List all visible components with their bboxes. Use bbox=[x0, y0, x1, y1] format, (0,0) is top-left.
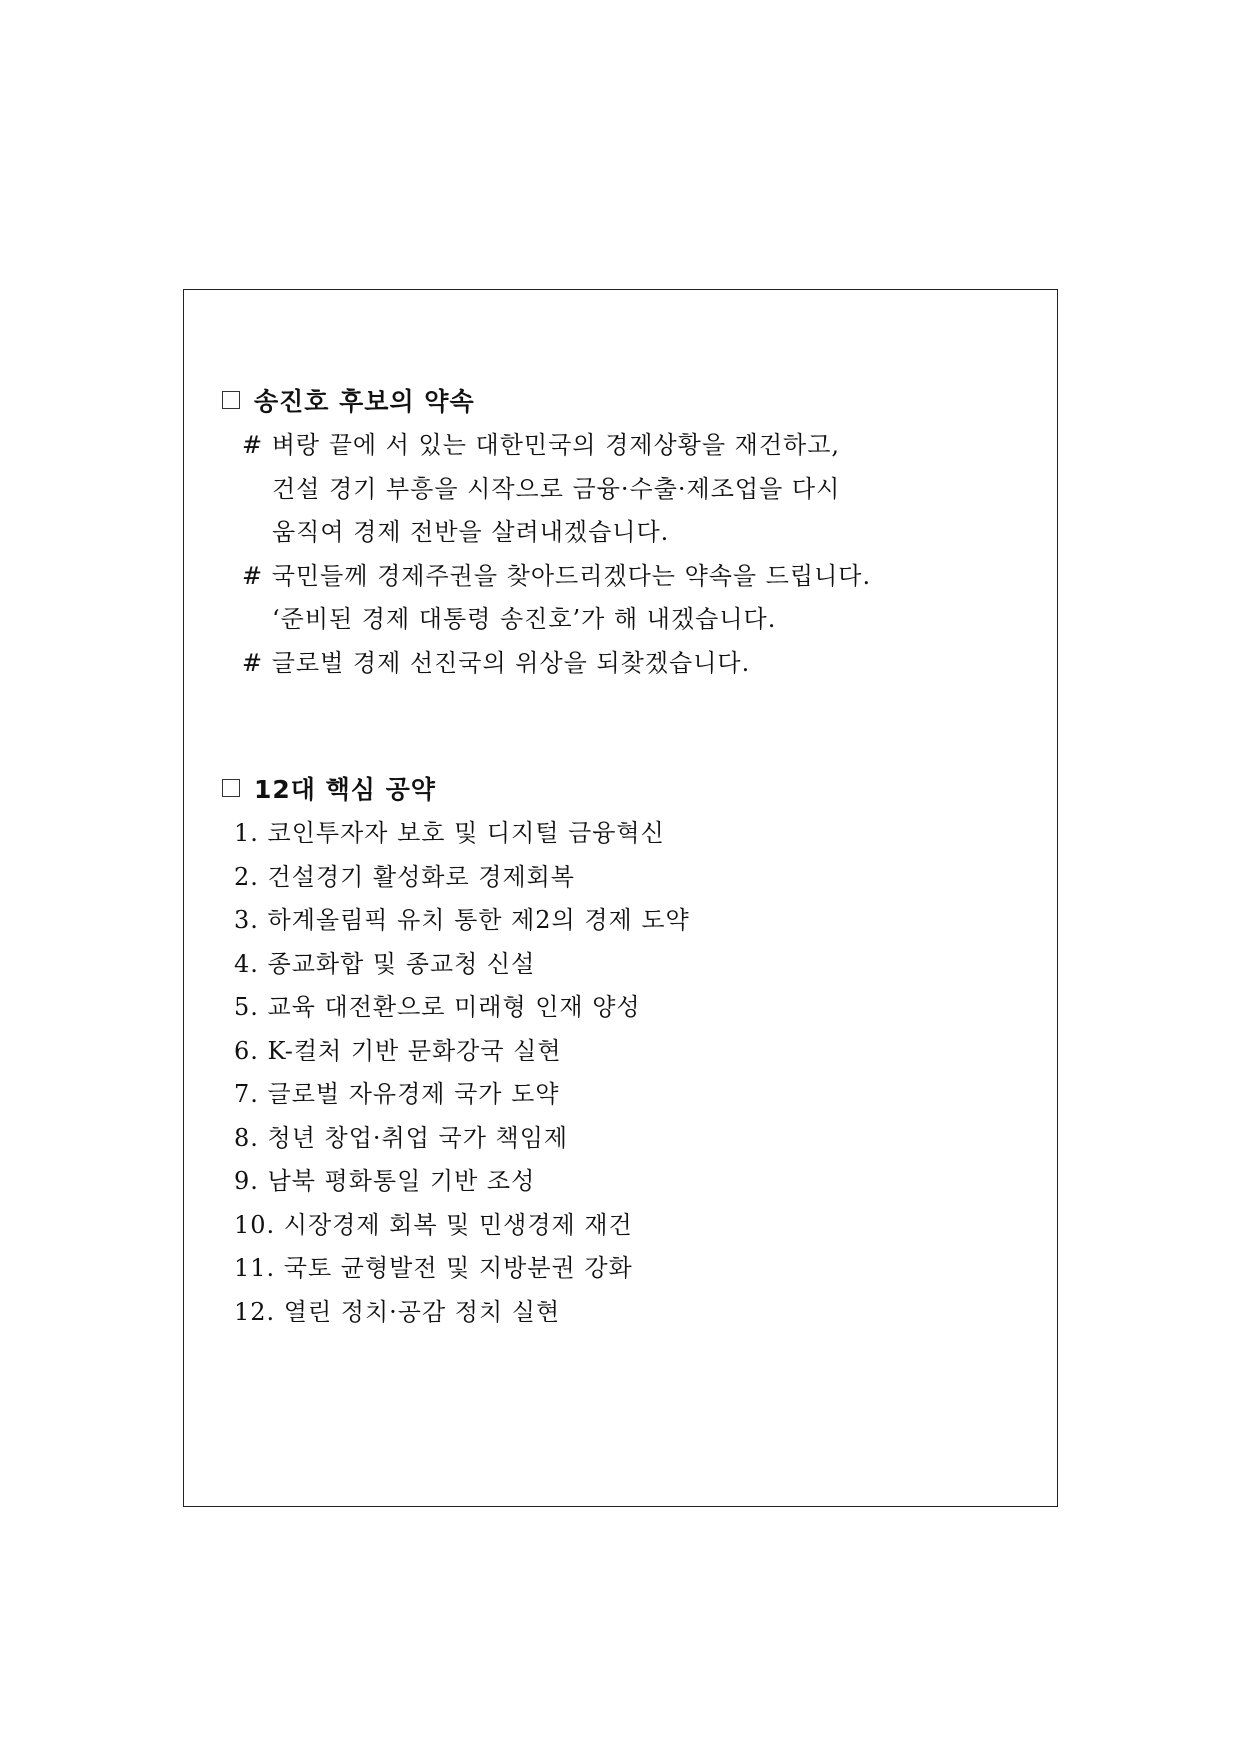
list-item: 2. 건설경기 활성화로 경제회복 bbox=[234, 862, 575, 891]
pledge-lines bbox=[222, 424, 1037, 685]
pledge-line: 건설 경기 부흥을 시작으로 금융·수출·제조업을 다시 bbox=[272, 474, 841, 503]
list-item: 3. 하계올림픽 유치 통한 제2의 경제 도약 bbox=[234, 906, 690, 934]
list-item: 12. 열린 정치·공감 정치 실현 bbox=[234, 1297, 561, 1326]
list-item: 11. 국토 균형발전 및 지방분권 강화 bbox=[234, 1254, 633, 1282]
checkbox-icon bbox=[222, 391, 240, 409]
pledge-section bbox=[222, 382, 1037, 685]
pledge-heading-text: 송진호 후보의 약속 bbox=[254, 387, 475, 416]
list-item: 6. K-컬처 기반 문화강국 실현 bbox=[234, 1036, 562, 1065]
pledge-line: # 벼랑 끝에 서 있는 대한민국의 경제상황을 재건하고, bbox=[242, 431, 841, 459]
pledge-line: # 글로벌 경제 선진국의 위상을 되찾겠습니다. bbox=[242, 648, 751, 677]
list-item: 10. 시장경제 회복 및 민생경제 재건 bbox=[234, 1210, 633, 1239]
core-pledge-list bbox=[222, 812, 1037, 1334]
list-item: 9. 남북 평화통일 기반 조성 bbox=[234, 1167, 536, 1195]
pledge-line: 움직여 경제 전반을 살려내겠습니다. bbox=[272, 518, 670, 546]
list-item: 8. 청년 창업·취업 국가 책임제 bbox=[234, 1123, 569, 1152]
list-item: 4. 종교화합 및 종교청 신설 bbox=[234, 949, 536, 978]
list-item: 5. 교육 대전환으로 미래형 인재 양성 bbox=[234, 993, 641, 1021]
checkbox-icon bbox=[222, 779, 240, 797]
core-pledges-section bbox=[222, 770, 1037, 1334]
core-heading bbox=[222, 770, 1037, 806]
list-item: 7. 글로벌 자유경제 국가 도약 bbox=[234, 1080, 560, 1108]
list-item: 1. 코인투자자 보호 및 디지털 금융혁신 bbox=[234, 819, 665, 847]
document-frame bbox=[183, 289, 1058, 1507]
core-heading-text: 12대 핵심 공약 bbox=[254, 775, 436, 804]
pledge-line: ‘준비된 경제 대통령 송진호’가 해 내겠습니다. bbox=[272, 605, 777, 633]
pledge-line: # 국민들께 경제주권을 찾아드리겠다는 약속을 드립니다. bbox=[242, 561, 872, 590]
pledge-heading bbox=[222, 382, 1037, 418]
